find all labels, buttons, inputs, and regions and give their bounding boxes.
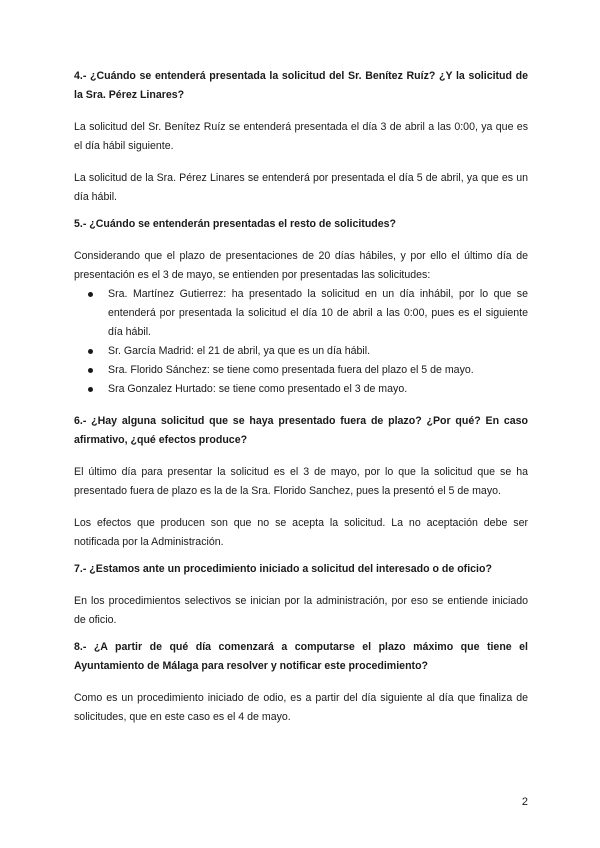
bullet-icon [88, 349, 93, 354]
question-7: 7.- ¿Estamos ante un procedimiento iniciado a solicitud del interesado o de oficio? [74, 563, 492, 575]
list-item: Sr. García Madrid: el 21 de abril, ya que es un día hábil. [74, 342, 528, 361]
bullet-icon [88, 387, 93, 392]
answer-6-paragraph-2: Los efectos que producen son que no se acepta la solicitud. La no aceptación debe ser notificada por la Administración. [74, 517, 528, 548]
bullet-icon [88, 292, 93, 297]
question-6: 6.- ¿Hay alguna solicitud que se haya presentado fuera de plazo? ¿Por qué? En caso afirmativo, ¿qué efectos produce? [74, 415, 528, 446]
list-item: Sra. Florido Sánchez: se tiene como presentada fuera del plazo el 5 de mayo. [74, 361, 528, 380]
bullet-icon [88, 368, 93, 373]
question-5: 5.- ¿Cuándo se entenderán presentadas el resto de solicitudes? [74, 218, 397, 230]
question-4: 4.- ¿Cuándo se entenderá presentada la solicitud del Sr. Benítez Ruíz? ¿Y la solicitud de la Sra. Pérez Linares? [74, 70, 528, 101]
document-body [74, 67, 528, 727]
list-item: Sra Gonzalez Hurtado: se tiene como presentado el 3 de mayo. [74, 380, 528, 399]
answer-8-paragraph-1: Como es un procedimiento iniciado de odio, es a partir del día siguiente al día que finaliza de solicitudes, que en este caso es el 4 de mayo. [74, 692, 528, 723]
answer-5-intro: Considerando que el plazo de presentaciones de 20 días hábiles, y por ello el último día de presentación es el 3 de mayo, se entienden por presentadas las solicitudes: [74, 250, 528, 281]
page-number: 2 [521, 796, 528, 808]
answer-4-paragraph-1: La solicitud del Sr. Benítez Ruíz se entenderá presentada el día 3 de abril a las 0:00, ya que es el día hábil siguiente. [74, 121, 528, 152]
answer-7-paragraph-1: En los procedimientos selectivos se inician por la administración, por eso se entiende iniciado de oficio. [74, 595, 528, 626]
answer-4-paragraph-2: La solicitud de la Sra. Pérez Linares se entenderá por presentada el día 5 de abril, ya que es un día hábil. [74, 172, 528, 203]
answer-6-paragraph-1: El último día para presentar la solicitud es el 3 de mayo, por lo que la solicitud que se ha presentado fuera de plazo es la de la Sra. Florido Sanchez, pues la presentó el 5 de mayo. [74, 466, 528, 497]
list-item: Sra. Martínez Gutierrez: ha presentado la solicitud en un día inhábil, por lo que se entenderá por presentada la solicitud el día 10 de abril a las 0:00, pues es el siguiente día hábil. [74, 285, 528, 342]
answer-5-bullet-list [74, 285, 528, 399]
question-8: 8.- ¿A partir de qué día comenzará a computarse el plazo máximo que tiene el Ayuntamiento de Málaga para resolver y notificar este procedimiento? [74, 641, 528, 672]
